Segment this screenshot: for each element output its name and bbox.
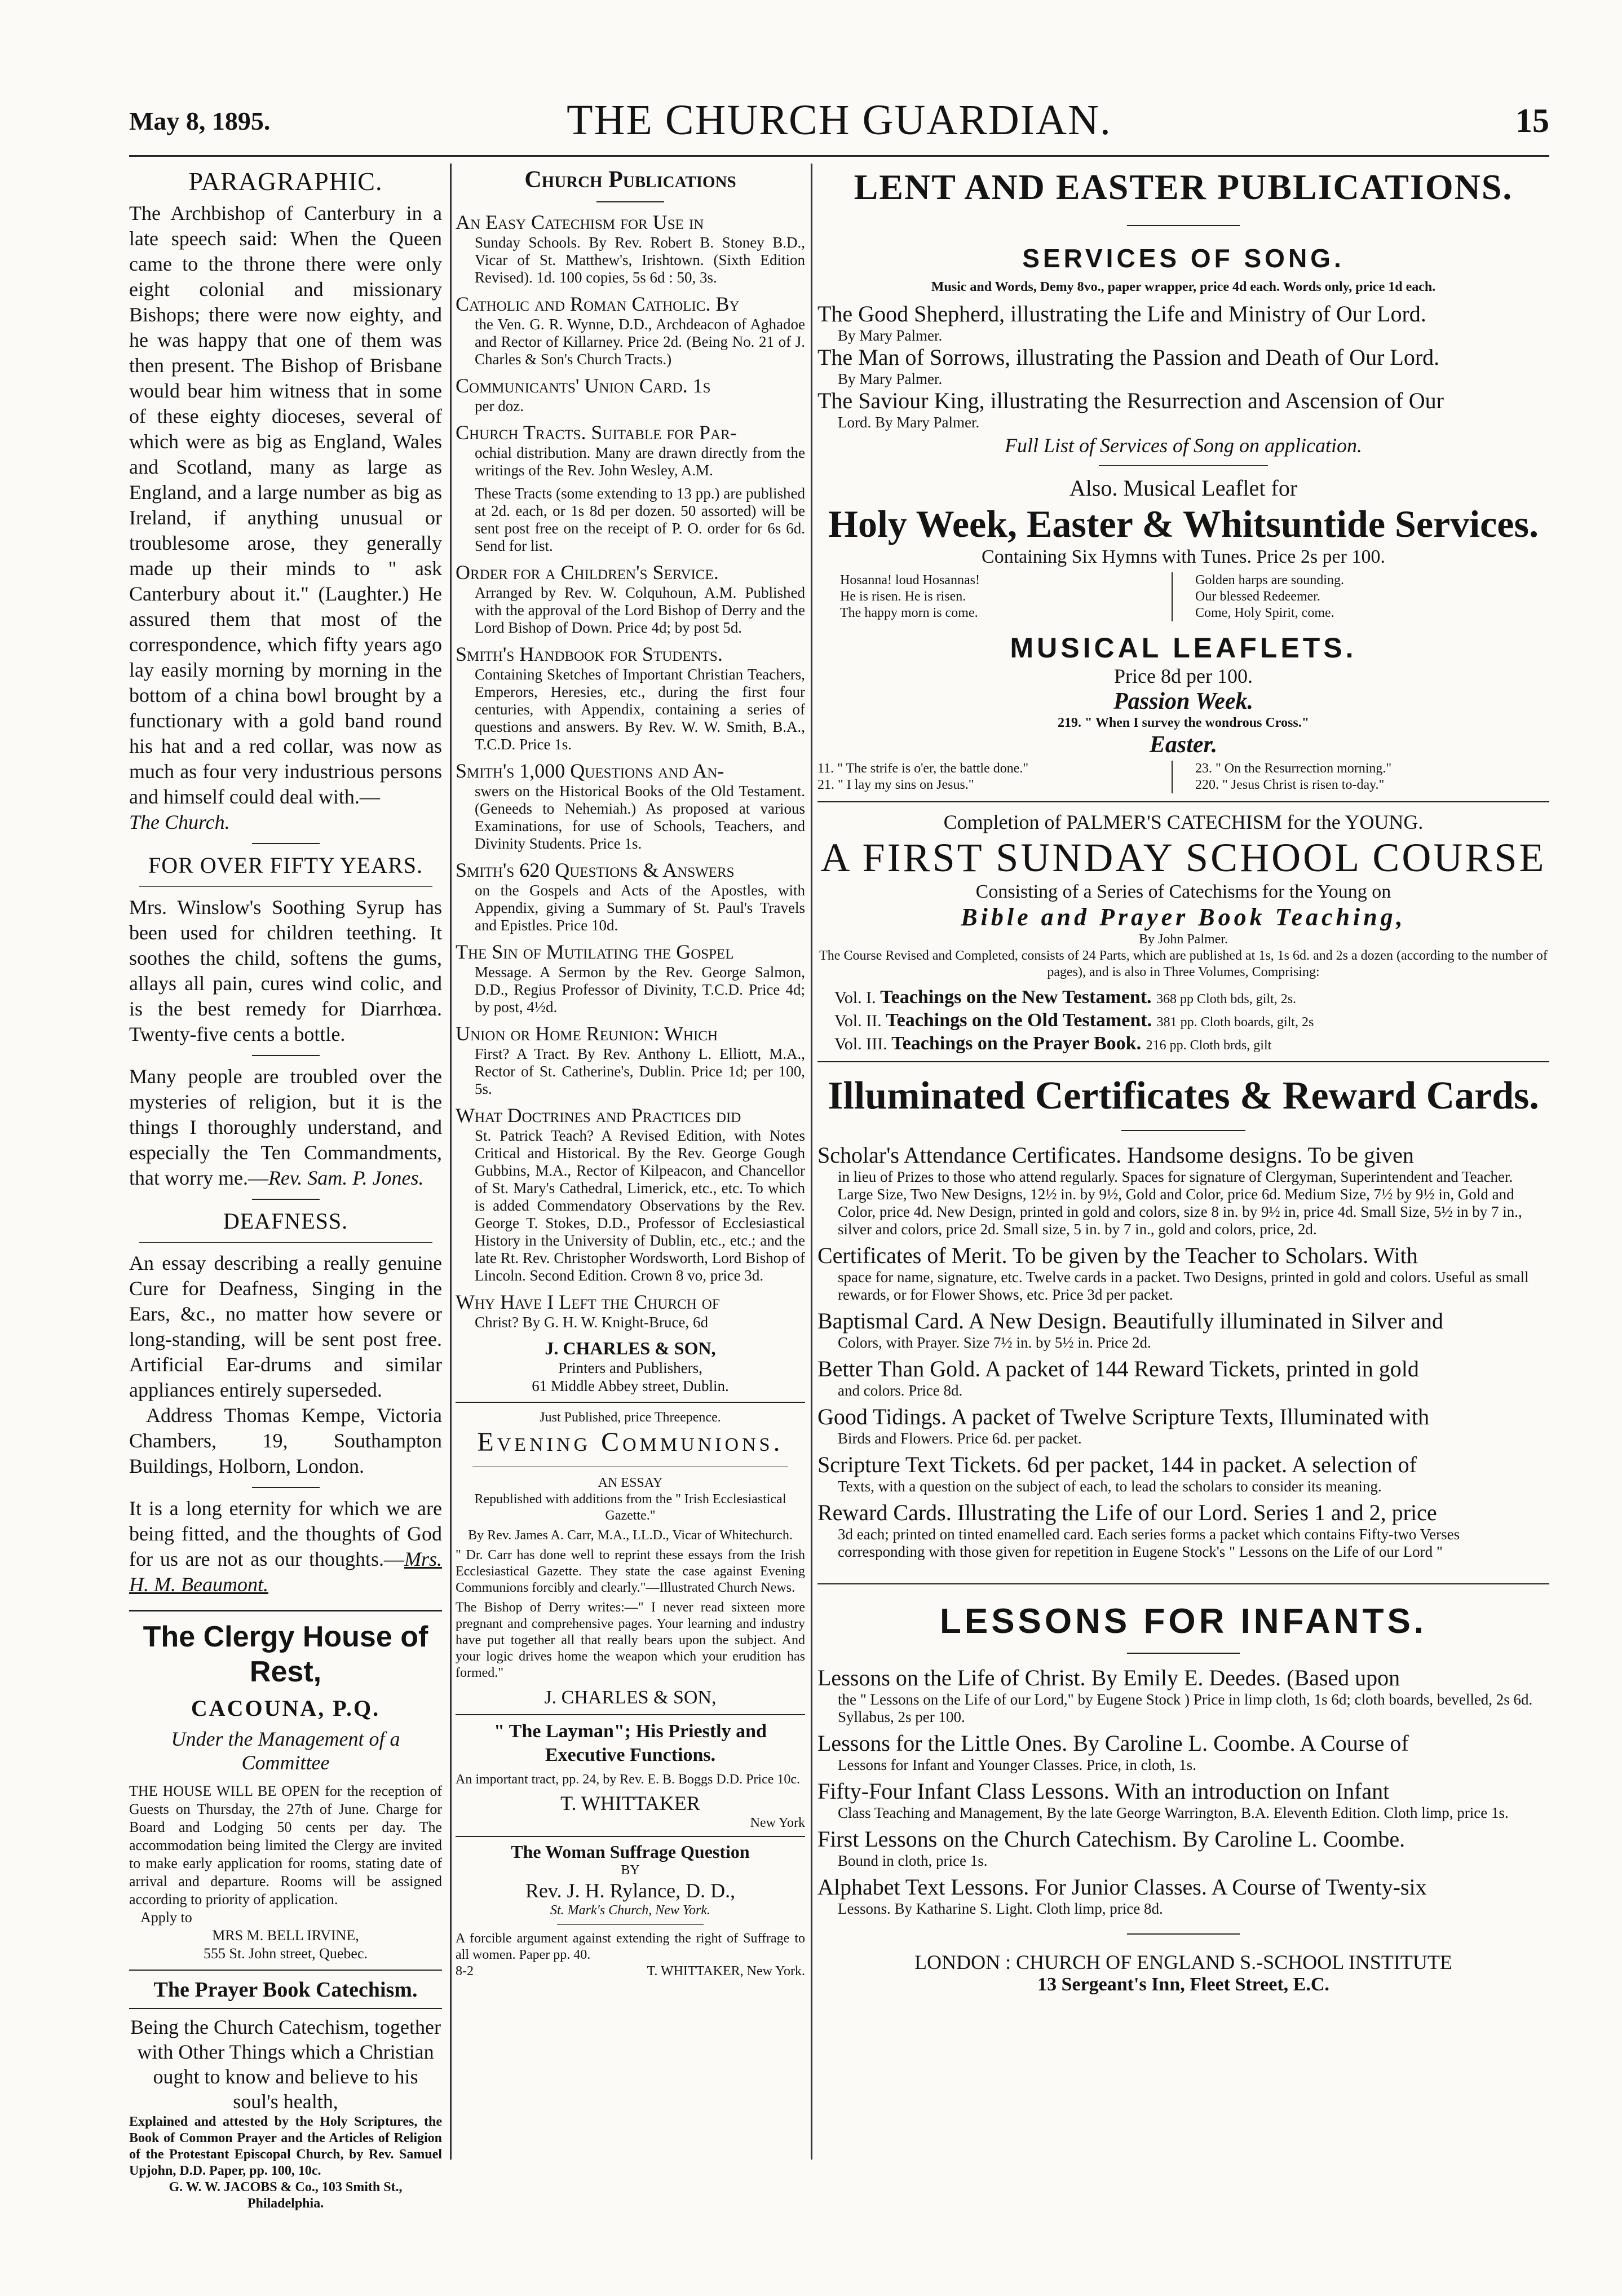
musical-leaflets-price: Price 8d per 100. xyxy=(1114,665,1253,687)
publication-title: Smith's 620 Questions & Answers xyxy=(456,859,735,881)
easter-hymn-right: 220. " Jesus Christ is risen to-day." xyxy=(1195,778,1385,792)
services-of-song-heading: SERVICES OF SONG. xyxy=(1022,244,1345,273)
easter-right xyxy=(1173,761,1549,793)
volume-info: 381 pp. Cloth boards, gilt, 2s xyxy=(1156,1015,1314,1030)
publication-description: swers on the Historical Books of the Old Testament. (Geneeds to Nehemiah.) As proposed at various Examinations, for use of Schools, Teachers, and Divinity Students. Price 1s. xyxy=(475,783,805,852)
publication-title: An Easy Catechism for Use in xyxy=(456,211,704,233)
publication-description: These Tracts (some extending to 13 pp.) are published at 2d. each, or 1s 8d per dozen. 50 assorted) will be sent post free on the receipt of P. O. order for 6s 6d. Send for list. xyxy=(475,485,805,554)
hymn-right: Golden harps are sounding. xyxy=(1195,573,1344,588)
course-volume xyxy=(834,1032,1549,1056)
masthead xyxy=(129,85,1549,155)
eternity-paragraph: It is a long eternity for which we are being fitted, and the thoughts of God for us are not as our thoughts.—Mrs. H. M. Beaumont. xyxy=(129,1497,442,1596)
easter-hymn-right: 23. " On the Resurrection morning." xyxy=(1195,761,1392,776)
service-author: By Mary Palmer. xyxy=(838,327,943,344)
publication-description: St. Patrick Teach? A Revised Edition, with Notes Critical and Historical. By the Rev. George Gough Gubbins, M.A., Rector of Kilpeacon, and Chancellor of St. Mary's Cathedral, Limerick, etc., etc. To which is added Commendatory Observations by the Rev. George T. Stokes, D.D., Professor of Ecclesiastical History in the University of Dublin, etc., etc.; and the late Rt. Rev. Christopher Wordsworth, Lord Bishop of Lincoln. Second Edition. Crown 8 vo, price 3d. xyxy=(475,1127,805,1284)
reward-card-entry xyxy=(817,1243,1549,1304)
bible-prayer-heading: Bible and Prayer Book Teaching, xyxy=(961,903,1406,931)
column-paragraphs xyxy=(129,166,442,2211)
course-author: By John Palmer. xyxy=(1138,932,1228,947)
woman-suffrage-by: BY xyxy=(621,1863,640,1878)
deafness-heading: DEAFNESS. xyxy=(223,1208,348,1234)
reward-card-entry xyxy=(817,1404,1549,1447)
column-lent-easter xyxy=(817,166,1549,2179)
woman-suffrage-publisher: T. WHITTAKER, New York. xyxy=(647,1964,805,1979)
lesson-title: Alphabet Text Lessons. For Junior Classes. A Course of Twenty-six xyxy=(817,1874,1427,1900)
publication-entry xyxy=(456,940,805,1016)
woman-suffrage-footer xyxy=(456,1963,805,1980)
publication-entry xyxy=(456,759,805,853)
course-volumes xyxy=(834,986,1549,1056)
hymn-left: He is risen. He is risen. xyxy=(840,589,966,604)
reward-card-entry xyxy=(817,1356,1549,1399)
evening-intro: Just Published, price Threepence. xyxy=(540,1410,721,1425)
evening-quote-1: " Dr. Carr has done well to reprint these essays from the Irish Ecclesiastical Gazette. They state the case against Evening Communions forcibly and clearly."—Illustrated Church News. xyxy=(456,1548,805,1595)
clergy-house-text: THE HOUSE WILL BE OPEN for the reception of Guests on Thursday, the 27th of June. Charge for Board and Lodging 50 cents per day. The accommodation being limited the Clergy are invited to make early application for rooms, stating date of arrival and departure. Rooms will be assigned according to priority of application. xyxy=(129,1783,442,1908)
clergy-house-contact: MRS M. BELL IRVINE, xyxy=(212,1927,359,1944)
publication-entry xyxy=(456,210,805,286)
layman-heading: " The Layman"; His Priestly and Executive Functions. xyxy=(494,1721,767,1765)
service-author: By Mary Palmer. xyxy=(838,370,943,387)
course-volume xyxy=(834,986,1549,1009)
publication-entry xyxy=(456,292,805,368)
lent-easter-heading: LENT AND EASTER PUBLICATIONS. xyxy=(854,167,1513,207)
divider xyxy=(1127,1933,1240,1935)
service-title: The Saviour King, illustrating the Resurrection and Ascension of Our xyxy=(817,388,1444,413)
publication-description: per doz. xyxy=(475,398,524,414)
lesson-description: Bound in cloth, price 1s. xyxy=(838,1852,988,1869)
musical-leaflets-heading: MUSICAL LEAFLETS. xyxy=(1010,632,1357,664)
service-title: The Man of Sorrows, illustrating the Passion and Death of Our Lord. xyxy=(817,345,1440,370)
hymn-left: The happy morn is come. xyxy=(840,606,978,620)
divider xyxy=(596,201,664,202)
reward-card-title: Better Than Gold. A packet of 144 Reward Tickets, printed in gold xyxy=(817,1356,1419,1381)
lessons-list xyxy=(817,1665,1549,1918)
reward-card-entry xyxy=(817,1452,1549,1495)
divider xyxy=(557,1924,704,1925)
lesson-title: Lessons on the Life of Christ. By Emily E. Deedes. (Based upon xyxy=(817,1665,1400,1690)
lessons-for-infants-heading: LESSONS FOR INFANTS. xyxy=(939,1602,1427,1641)
evening-heading: Evening Communions. xyxy=(477,1427,784,1457)
charles-address: 61 Middle Abbey street, Dublin. xyxy=(532,1377,729,1394)
publication-description: Christ? By G. H. W. Knight-Bruce, 6d xyxy=(475,1314,708,1331)
divider xyxy=(139,1242,432,1243)
services-of-song-pricing: Music and Words, Demy 8vo., paper wrapper, price 4d each. Words only, price 1d each. xyxy=(931,280,1436,294)
services-list xyxy=(817,301,1549,431)
publication-entry xyxy=(456,421,805,479)
institute-address: 13 Sergeant's Inn, Fleet Street, E.C. xyxy=(1037,1974,1329,1995)
deafness-paragraph: An essay describing a really genuine Cure for Deafness, Singing in the Ears, &c., no matter how severe or long-standing, will be sent post free. Artificial Ear-drums and similar appliances entirely superseded. xyxy=(129,1252,442,1401)
hymns-left xyxy=(840,572,1173,621)
layman-publisher: T. WHITTAKER xyxy=(560,1792,700,1814)
newspaper-title: THE CHURCH GUARDIAN. xyxy=(567,96,1112,144)
publication-entry xyxy=(456,374,805,415)
publication-description: Sunday Schools. By Rev. Robert B. Stoney B.D., Vicar of St. Matthew's, Irishtown. (Sixth Edition Revised). 1d. 100 copies, 5s 6d : 50, 3s. xyxy=(475,234,805,286)
charles-publisher: J. CHARLES & SON, xyxy=(545,1338,716,1358)
clergy-house-heading: The Clergy House of Rest, xyxy=(143,1621,428,1688)
publication-title: Catholic and Roman Catholic. By xyxy=(456,293,740,315)
lesson-description: Class Teaching and Management, By the late George Warrington, B.A. Eleventh Edition. Cloth limp, price 1s. xyxy=(838,1804,1509,1821)
divider xyxy=(139,886,432,887)
reward-card-description: Texts, with a question on the subject of each, to lead the scholars to consider its meaning. xyxy=(838,1478,1382,1495)
reward-card-title: Baptismal Card. A New Design. Beautifully illuminated in Silver and xyxy=(817,1308,1443,1334)
evening-publisher: J. CHARLES & SON, xyxy=(544,1687,717,1708)
divider xyxy=(817,801,1549,802)
publication-description: Arranged by Rev. W. Colquhoun, A.M. Published with the approval of the Lord Bishop of Derry and the Lord Bishop of Down. Price 4d; by post 5d. xyxy=(475,584,805,636)
course-volume xyxy=(834,1009,1549,1032)
palmer-completion: Completion of PALMER'S CATECHISM for the YOUNG. xyxy=(943,811,1424,833)
reward-card-description: space for name, signature, etc. Twelve cards in a packet. Two Designs, printed in gold and colors. Useful as small rewards, or for Flower Shows, etc. Price 3d per packet. xyxy=(838,1269,1529,1303)
volume-title: Teachings on the Prayer Book. xyxy=(891,1033,1146,1054)
course-description: The Course Revised and Completed, consists of 24 Parts, which are published at 1s, 1s 6d. and 2s a dozen (according to the number of pages), and is also in Three Volumes, Comprising: xyxy=(819,948,1548,979)
publication-title: Order for a Children's Service. xyxy=(456,561,719,584)
lesson-description: Lessons for Infant and Younger Classes. Price, in cloth, 1s. xyxy=(838,1756,1196,1773)
publication-list xyxy=(456,210,805,1331)
publication-entry xyxy=(456,1290,805,1331)
lesson-entry xyxy=(817,1874,1549,1918)
publication-entry xyxy=(456,858,805,934)
divider xyxy=(1099,465,1268,466)
easter-heading: Easter. xyxy=(1149,732,1218,758)
divider xyxy=(456,1402,805,1403)
institute-footer: LONDON : CHURCH OF ENGLAND S.-SCHOOL INSTITUTE xyxy=(914,1951,1452,1973)
paragraphic-heading: PARAGRAPHIC. xyxy=(188,167,383,196)
volume-title: Teachings on the New Testament. xyxy=(880,987,1157,1008)
service-entry xyxy=(817,301,1549,345)
first-sunday-course-heading: A FIRST SUNDAY SCHOOL COURSE xyxy=(820,835,1546,880)
divider xyxy=(817,1583,1549,1584)
prayer-book-body: Being the Church Catechism, together with Other Things which a Christian ought to know and believe to his soul's health, xyxy=(130,2016,441,2113)
service-author: Lord. By Mary Palmer. xyxy=(838,414,980,431)
publication-title: Church Tracts. Suitable for Par- xyxy=(456,421,737,444)
evening-quote-2: The Bishop of Derry writes:—" I never read sixteen more pregnant and comprehensive pages. Your learning and industry have put together all that really bears upon the subject. And your logic drives home the weapon which your erudition has formed." xyxy=(456,1600,805,1680)
clergy-house-address: 555 St. John street, Quebec. xyxy=(203,1945,368,1962)
evening-republished: Republished with additions from the " Irish Ecclesiastical Gazette." xyxy=(474,1492,786,1523)
lesson-title: First Lessons on the Church Catechism. By Caroline L. Coombe. xyxy=(817,1826,1406,1852)
publication-title: Why Have I Left the Church of xyxy=(456,1291,720,1313)
masthead-rule xyxy=(129,155,1549,157)
divider xyxy=(252,843,320,844)
service-entry xyxy=(817,345,1549,388)
services-full-list: Full List of Services of Song on application. xyxy=(1005,434,1362,457)
publication-entry xyxy=(456,1103,805,1284)
service-title: The Good Shepherd, illustrating the Life and Ministry of Our Lord. xyxy=(817,301,1426,326)
volume-number: Vol. III. xyxy=(834,1035,892,1053)
divider xyxy=(129,1970,442,1971)
publication-title: What Doctrines and Practices did xyxy=(456,1104,741,1127)
divider xyxy=(129,1610,442,1611)
volume-number: Vol. II. xyxy=(834,1012,886,1030)
volume-info: 216 pp. Cloth brds, gilt xyxy=(1146,1038,1272,1053)
eternity-source: Mrs. H. M. Beaumont. xyxy=(129,1548,442,1596)
publication-description: First? A Tract. By Rev. Anthony L. Elliott, M.A., Rector of St. Catherine's, Dublin. Price 1d; per 100, 5s. xyxy=(475,1045,805,1097)
volume-title: Teachings on the Old Testament. xyxy=(886,1010,1157,1031)
evening-author: By Rev. James A. Carr, M.A., LL.D., Vicar of Whitechurch. xyxy=(468,1528,793,1543)
layman-text: An important tract, pp. 24, by Rev. E. B. Boggs D.D. Price 10c. xyxy=(456,1772,801,1787)
service-entry xyxy=(817,388,1549,431)
easter-table xyxy=(817,761,1549,793)
hymn-right: Our blessed Redeemer. xyxy=(1195,589,1320,604)
volume-info: 368 pp Cloth bds, gilt, 2s. xyxy=(1156,992,1297,1006)
lesson-entry xyxy=(817,1778,1549,1822)
easter-hymn-left: 11. " The strife is o'er, the battle done." xyxy=(817,761,1029,776)
publication-description: Containing Sketches of Important Christian Teachers, Emperors, Heresies, etc., during the first four centuries, with Appendix, containing a series of questions and answers. By Rev. W. W. Smith, B.A., T.C.D. Price 1s. xyxy=(475,666,805,753)
divider xyxy=(1127,225,1240,226)
lesson-description: Lessons. By Katharine S. Light. Cloth limp, price 8d. xyxy=(838,1900,1163,1917)
divider xyxy=(252,1055,320,1056)
easter-hymn-left: 21. " I lay my sins on Jesus." xyxy=(817,778,974,792)
reward-card-entry xyxy=(817,1142,1549,1238)
publication-description: Message. A Sermon by the Rev. George Salmon, D.D., Regius Professor of Divinity, T.C.D. Price 4d; by post, 4½d. xyxy=(475,964,805,1015)
deafness-address: Address Thomas Kempe, Victoria Chambers, 19, Southampton Buildings, Holborn, London. xyxy=(129,1404,442,1477)
reward-card-description: in lieu of Prizes to those who attend regularly. Spaces for signature of Clergyman, Superintendent and Teacher. Large Size, Two New Designs, 12½ in. by 9½, Gold and Color, price 6d. Medium Size, 7½ by 9½ in, Gold and Color, price 4d. New Design, printed in gold and colors, size 8 in. by 9½ in, price 4d. Small Size, 5½ in by 7 in., silver and colors, price 2d. Small size, 5 in. by 7 in., gold and colors, price, 2d. xyxy=(838,1168,1522,1238)
prayer-book-details: Explained and attested by the Holy Scriptures, the Book of Common Prayer and the Articles of Religion of the Protestant Episcopal Church, by Rev. Samuel Upjohn, D.D. Paper, pp. 100, 10c. xyxy=(129,2114,442,2178)
easter-left xyxy=(817,761,1173,793)
hymns-table xyxy=(840,572,1527,621)
divider xyxy=(1121,1130,1245,1131)
reward-card-entry xyxy=(817,1500,1549,1561)
prayer-book-publisher: G. W. W. JACOBS & Co., 103 Smith St., Philadelphia. xyxy=(169,2180,403,2211)
hymns-right xyxy=(1173,572,1527,621)
reward-cards-list xyxy=(817,1142,1549,1561)
prayer-book-heading: The Prayer Book Catechism. xyxy=(153,1978,418,2002)
woman-suffrage-heading: The Woman Suffrage Question xyxy=(511,1842,750,1862)
religion-source: Rev. Sam. P. Jones. xyxy=(268,1167,424,1189)
publication-entry xyxy=(456,642,805,753)
reward-card-title: Reward Cards. Illustrating the Life of our Lord. Series 1 and 2, price xyxy=(817,1500,1437,1525)
column-church-publications xyxy=(456,166,805,2179)
reward-card-description: 3d each; printed on tinted enamelled card. Each series forms a packet which contains Fifty-two Verses corresponding with those given for repetition in Eugene Stock's " Lessons on the Life of our Lord " xyxy=(838,1526,1460,1560)
publication-title: The Sin of Mutilating the Gospel xyxy=(456,941,734,963)
volume-number: Vol. I. xyxy=(834,988,881,1007)
lesson-title: Lessons for the Little Ones. By Caroline L. Coombe. A Course of xyxy=(817,1730,1409,1756)
divider xyxy=(817,1061,1549,1062)
reward-card-description: and colors. Price 8d. xyxy=(838,1382,963,1399)
reward-card-title: Good Tidings. A packet of Twelve Scripture Texts, Illuminated with xyxy=(817,1404,1430,1429)
hymn-right: Come, Holy Spirit, come. xyxy=(1195,606,1334,620)
illuminated-certificates-heading: Illuminated Certificates & Reward Cards. xyxy=(828,1074,1539,1118)
lesson-title: Fifty-Four Infant Class Lessons. With an introduction on Infant xyxy=(817,1778,1390,1804)
reward-card-title: Certificates of Merit. To be given by the Teacher to Scholars. With xyxy=(817,1243,1418,1268)
divider xyxy=(252,1199,320,1200)
reward-card-title: Scholar's Attendance Certificates. Handsome designs. To be given xyxy=(817,1142,1414,1168)
divider xyxy=(1127,1653,1240,1654)
woman-suffrage-church: St. Mark's Church, New York. xyxy=(550,1903,711,1918)
issue-date: May 8, 1895. xyxy=(129,107,271,135)
publication-title: Union or Home Reunion: Which xyxy=(456,1022,718,1045)
passion-week-item: 219. " When I survey the wondrous Cross." xyxy=(1057,716,1310,730)
publication-entry xyxy=(456,485,805,555)
woman-suffrage-text: A forcible argument against extending the right of Suffrage to all women. Paper pp. 40. xyxy=(456,1931,805,1962)
lesson-entry xyxy=(817,1665,1549,1726)
course-consisting: Consisting of a Series of Catechisms for the Young on xyxy=(975,881,1391,902)
clergy-house-place: CACOUNA, P.Q. xyxy=(191,1695,381,1721)
woman-suffrage-code: 8-2 xyxy=(456,1964,474,1979)
winslow-paragraph: Mrs. Winslow's Soothing Syrup has been used for children teething. It soothes the child, softens the gums, allays all pain, cures wind colic, and is the best remedy for Diarrhœa. Twenty-five cents a bottle. xyxy=(129,896,442,1045)
fifty-years-heading: FOR OVER FIFTY YEARS. xyxy=(148,853,423,878)
lesson-description: the " Lessons on the Life of our Lord," by Eugene Stock ) Price in limp cloth, 1s 6d; cloth boards, bevelled, 2s 6d. Syllabus, 2s per 100. xyxy=(838,1691,1533,1725)
church-publications-heading: Church Publications xyxy=(524,167,736,193)
woman-suffrage-author: Rev. J. H. Rylance, D. D., xyxy=(525,1879,736,1902)
lesson-entry xyxy=(817,1730,1549,1774)
divider xyxy=(456,1714,805,1715)
publication-title: Smith's 1,000 Questions and An- xyxy=(456,760,724,782)
publication-title: Communicants' Union Card. 1s xyxy=(456,374,711,397)
publication-entry xyxy=(456,560,805,637)
passion-week-heading: Passion Week. xyxy=(1113,688,1254,714)
publication-description: on the Gospels and Acts of the Apostles, with Appendix, giving a Summary of St. Paul's Travels and Epistles. Price 10d. xyxy=(475,882,805,934)
archbishop-source: The Church. xyxy=(129,811,230,833)
religion-paragraph: Many people are troubled over the mysteries of religion, but it is the things I thoroughly understand, and especially the Ten Commandments, that worry me.—Rev. Sam. P. Jones. xyxy=(129,1065,442,1189)
publication-description: ochial distribution. Many are drawn directly from the writings of the Rev. John Wesley, A.M. xyxy=(475,444,805,479)
lesson-entry xyxy=(817,1826,1549,1870)
charles-subtitle: Printers and Publishers, xyxy=(558,1359,702,1376)
column-divider-1 xyxy=(450,164,452,2160)
reward-card-description: Colors, with Prayer. Size 7½ in. by 5½ in. Price 2d. xyxy=(838,1334,1151,1351)
reward-card-description: Birds and Flowers. Price 6d. per packet. xyxy=(838,1430,1082,1447)
divider xyxy=(129,2008,442,2009)
archbishop-paragraph: The Archbishop of Canterbury in a late speech said: When the Queen came to the throne there were only eight colonial and missionary Bishops; there were now eighty, and he was happy that one of them was then present. The Bishop of Brisbane would bear him witness that in some of these eighty dioceses, several of which were as big as England, Wales and Scotland, many as large as England, and a large number as big as Ireland, if anything unusual or troublesome arose, they generally made up their minds to " ask Canterbury about it." (Laughter.) He assured them that most of the correspondence, which fifty years ago lay easily morning by morning in the bottom of a china bowl brought by a functionary with a gold band round his hat and a red collar, was now as much as four very industrious persons and himself could deal with.— xyxy=(129,202,442,808)
publication-entry xyxy=(456,1022,805,1098)
hymn-left: Hosanna! loud Hosannas! xyxy=(840,573,980,588)
page-number: 15 xyxy=(1515,102,1549,139)
musical-leaflet-intro: Also. Musical Leaflet for xyxy=(1069,475,1298,501)
layman-place: New York xyxy=(750,1816,805,1830)
publication-description: the Ven. G. R. Wynne, D.D., Archdeacon of Aghadoe and Rector of Killarney. Price 2d. (Being No. 21 of J. Charles & Son's Church Tracts.) xyxy=(475,316,805,368)
divider xyxy=(456,1836,805,1837)
reward-card-title: Scripture Text Tickets. 6d per packet, 144 in packet. A selection of xyxy=(817,1452,1417,1477)
evening-essay: AN ESSAY xyxy=(598,1476,663,1490)
clergy-house-management: Under the Management of a Committee xyxy=(171,1728,400,1774)
reward-card-entry xyxy=(817,1308,1549,1352)
publication-title: Smith's Handbook for Students. xyxy=(456,643,723,665)
hymns-containing: Containing Six Hymns with Tunes. Price 2s per 100. xyxy=(982,546,1385,567)
holy-week-heading: Holy Week, Easter & Whitsuntide Services. xyxy=(828,502,1539,545)
divider xyxy=(252,1487,320,1488)
column-divider-2 xyxy=(811,164,812,2160)
clergy-house-apply: Apply to xyxy=(140,1909,192,1926)
